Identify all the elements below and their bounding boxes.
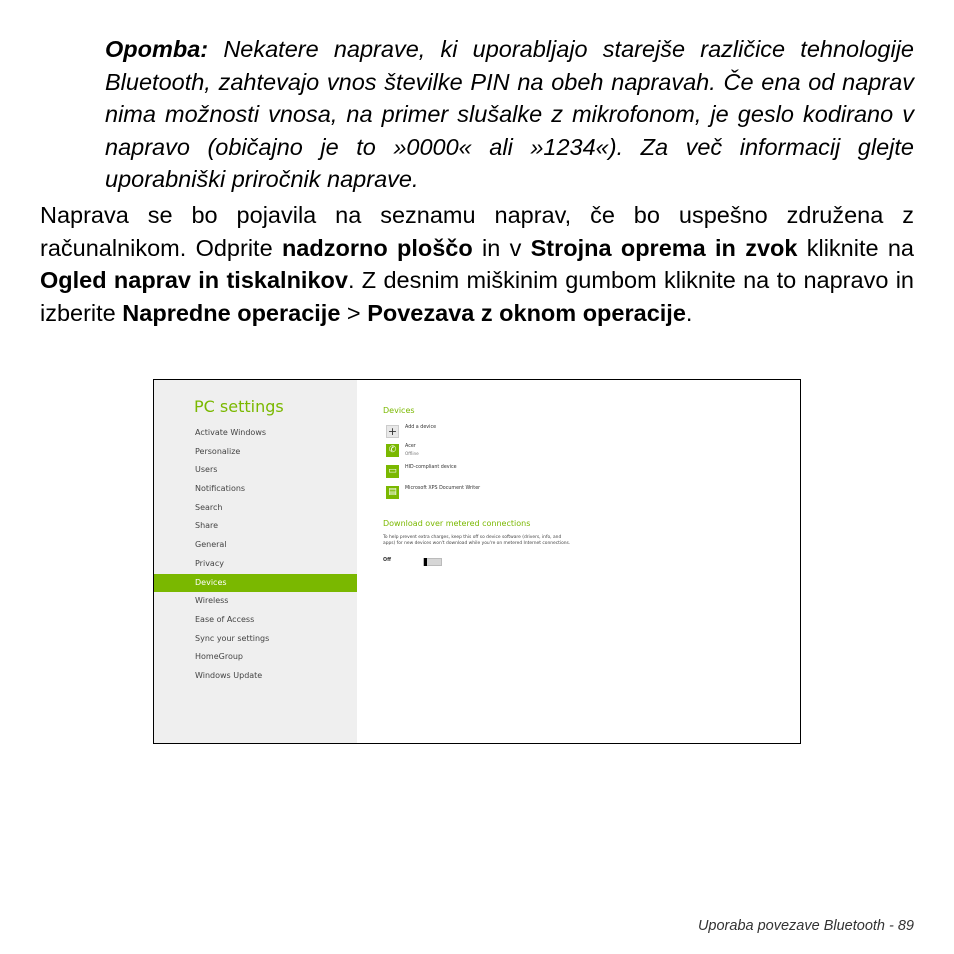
nav-item-windows-update[interactable]: Windows Update bbox=[195, 670, 263, 680]
devices-heading: Devices bbox=[383, 406, 415, 415]
monitor-icon: ▭ bbox=[386, 465, 399, 478]
advanced-operations-term: Napredne operacije bbox=[122, 299, 341, 326]
device-name: HID-compliant device bbox=[405, 465, 457, 470]
text-run: . bbox=[685, 299, 693, 326]
nav-item-activate-windows[interactable]: Activate Windows bbox=[195, 428, 267, 437]
device-name: Acer bbox=[405, 444, 416, 449]
operations-window-term: Povezava z oknom operacije bbox=[367, 299, 686, 326]
text-run: kliknite na bbox=[797, 234, 914, 261]
plus-icon: + bbox=[387, 425, 398, 438]
nav-item-sync-your-settings[interactable]: Sync your settings bbox=[195, 633, 270, 643]
note-text: Nekatere naprave, ki uporabljajo starejše različice tehnologije Bluetooth, zahtevajo vnos številke PIN na obeh napravah. Če ena od naprav nima možnosti vnosa, na primer slušalke z mikrofonom, je geslo kodirano v napravo (običajno je to »0000« ali »1234«). Za več informacij glejte uporabniški priročnik naprave. bbox=[105, 36, 914, 192]
device-item-hid[interactable] bbox=[386, 465, 586, 479]
nav-item-ease-of-access[interactable]: Ease of Access bbox=[195, 614, 255, 624]
nav-item-wireless[interactable]: Wireless bbox=[195, 596, 229, 606]
device-name: Add a device bbox=[405, 425, 437, 430]
devices-printers-term: Ogled naprav in tiskalnikov bbox=[40, 267, 348, 293]
toggle-knob bbox=[424, 558, 427, 566]
toggle-label: Off bbox=[383, 558, 391, 563]
settings-sidebar bbox=[154, 380, 357, 743]
pc-settings-title: PC settings bbox=[194, 397, 284, 416]
nav-item-privacy[interactable]: Privacy bbox=[195, 558, 224, 568]
nav-item-search[interactable]: Search bbox=[195, 502, 223, 512]
instructions-paragraph bbox=[40, 199, 914, 329]
device-item-acer[interactable] bbox=[386, 444, 586, 458]
nav-item-devices[interactable]: Devices bbox=[154, 574, 357, 593]
nav-item-homegroup[interactable]: HomeGroup bbox=[195, 652, 243, 662]
nav-item-general[interactable]: General bbox=[195, 540, 227, 550]
device-name: Microsoft XPS Document Writer bbox=[405, 486, 481, 491]
pc-settings-screenshot bbox=[153, 379, 801, 744]
device-status: Offline bbox=[405, 451, 419, 456]
nav-item-notifications[interactable]: Notifications bbox=[195, 484, 246, 494]
download-description: To help prevent extra charges, keep this off so device software (drivers, info, and apps) for new devices won't download while you're on metered Internet connections. bbox=[383, 535, 571, 546]
nav-item-personalize[interactable]: Personalize bbox=[195, 446, 241, 456]
note-label: Opomba: bbox=[105, 36, 209, 62]
phone-icon: ✆ bbox=[386, 444, 399, 457]
nav-item-share[interactable]: Share bbox=[195, 521, 219, 531]
text-run: > bbox=[340, 299, 368, 326]
metered-toggle[interactable] bbox=[423, 558, 442, 566]
settings-content bbox=[383, 380, 783, 743]
device-item-xps[interactable] bbox=[386, 486, 586, 500]
printer-icon: ▤ bbox=[386, 486, 399, 499]
note-paragraph bbox=[105, 33, 914, 196]
download-heading: Download over metered connections bbox=[383, 519, 531, 528]
hardware-sound-term: Strojna oprema in zvok bbox=[530, 234, 798, 261]
text-run: . Z desnim miškinim gumbom kliknite na to napravo in izberite bbox=[40, 267, 915, 326]
control-panel-term: nadzorno ploščo bbox=[281, 234, 473, 261]
text-run: Naprava se bo pojavila na seznamu naprav, če bo uspešno združena z računalnikom. Odprite bbox=[40, 202, 914, 261]
settings-nav bbox=[154, 424, 357, 686]
nav-item-users[interactable]: Users bbox=[195, 465, 218, 475]
add-device-item[interactable] bbox=[386, 425, 586, 439]
page-footer: Uporaba povezave Bluetooth - 89 bbox=[697, 918, 914, 934]
text-run: in v bbox=[472, 234, 531, 261]
